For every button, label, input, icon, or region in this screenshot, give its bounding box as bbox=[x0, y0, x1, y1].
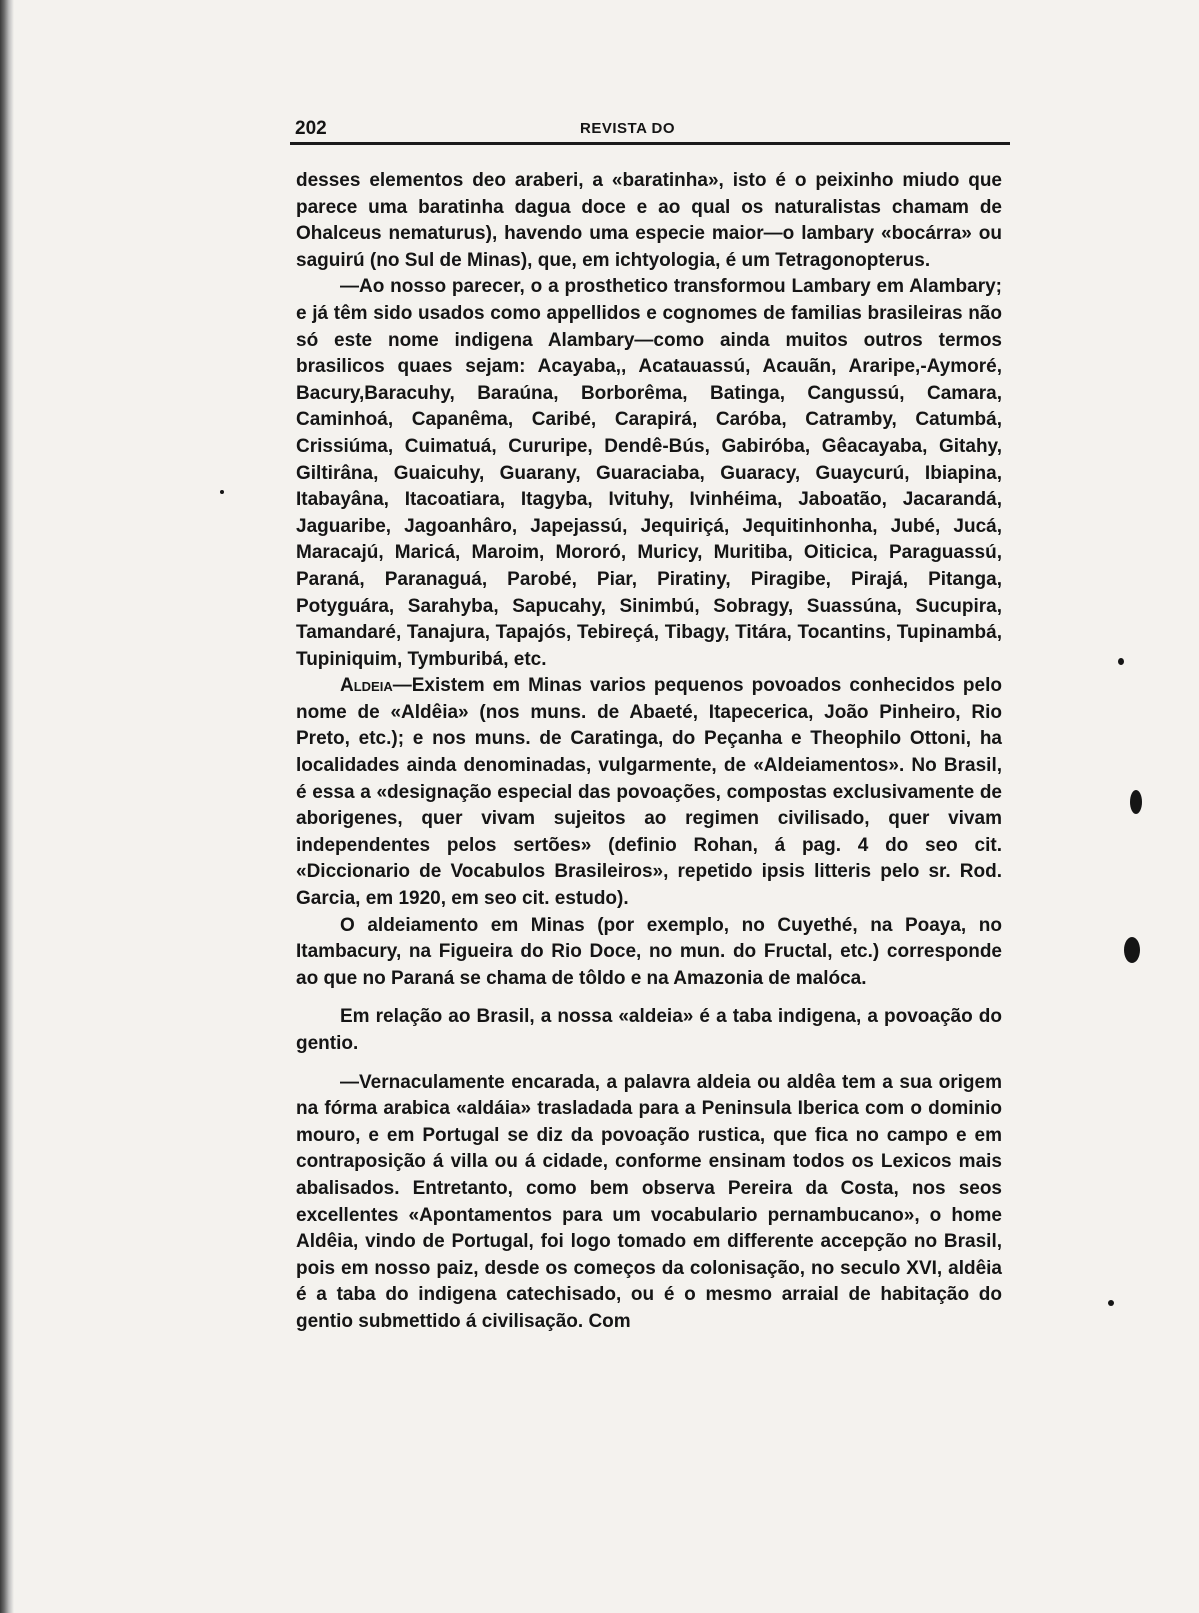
paragraph-6: —Vernaculamente encarada, a palavra aldeia ou aldêa tem a sua origem na fórma arabica «aldáia» trasladada para a Peninsula Iberica com o dominio mouro, e em Portugal se diz da povoação rustica, que fica no campo e em contraposição á villa ou á cidade, conforme ensinam todos os Lexicos mais abalisados. Entretanto, como bem observa Pereira da Costa, nos seos excellentes «Apontamentos para um vocabulario pernambucano», o home Aldêia, vindo de Portugal, foi logo tomado em differente accepção no Brasil, pois em nosso paiz, desde os começos da colonisação, no seculo XVI, aldêia é a taba do indigena catechisado, ou é o mesmo arraial de habitação do gentio submettido á civilisação. Com bbox=[296, 1071, 1002, 1332]
speck-4 bbox=[1108, 1300, 1114, 1306]
speck-5 bbox=[220, 490, 224, 494]
running-title: REVISTA DO bbox=[580, 120, 676, 137]
paragraph-4: O aldeiamento em Minas (por exemplo, no Cuyethé, na Poaya, no Itambacury, na Figueira do Rio Doce, no mun. do Fructal, etc.) corresponde ao que no Paraná se chama de tôldo e na Amazonia de malóca. bbox=[296, 914, 1002, 989]
paragraph-3 bbox=[296, 673, 1002, 912]
paragraph-5: Em relação ao Brasil, a nossa «aldeia» é a taba indigena, a povoação do gentio. bbox=[296, 1006, 1002, 1054]
paragraph-2: —Ao nosso parecer, o a prosthetico transformou Lambary em Alambary; e já têm sido usados como appellidos e cognomes de familias brasileiras não só este nome indigena Alambary—como ainda muitos outros termos brasilicos quaes sejam: Acayaba,, Acatauassú, Acauãn, Araripe,-Aymoré, Bacury,Baracuhy, Baraúna, Borborêma, Batinga, Cangussú, Camara, Caminhoá, Capanêma, Caribé, Carapirá, Caróba, Catramby, Catumbá, Crissiúma, Cuimatuá, Cururipe, Dendê-Bús, Gabiróba, Gêacayaba, Gitahy, Giltirâna, Guaicuhy, Guarany, Guaraciaba, Guaracy, Guaycurú, Ibiapina, Itabayâna, Itacoatiara, Itagyba, Ivituhy, Ivinhéima, Jaboatão, Jacarandá, Jaguaribe, Jagoanhâro, Japejassú, Jequiriçá, Jequitinhonha, Jubé, Jucá, Maracajú, Maricá, Maroim, Mororó, Muricy, Muritiba, Oiticica, Paraguassú, Paraná, Paranaguá, Parobé, Piar, Piratiny, Piragibe, Pirajá, Pitanga, Potyguára, Sarahyba, Sapucahy, Sinimbú, Sobragy, Suassúna, Sucupira, Tamandaré, Tanajura, Tapajós, Tebireçá, Tibagy, Titára, Tocantins, Tupinambá, Tupiniquim, Tymburibá, etc. bbox=[296, 276, 1002, 670]
page-number: 202 bbox=[295, 118, 327, 139]
header-rule bbox=[290, 142, 1010, 145]
page-header bbox=[290, 112, 1010, 146]
paragraph-1: desses elementos deo araberi, a «baratinha», isto é o peixinho miudo que parece uma baratinha dagua doce e ao qual os naturalistas chamam de Ohalceus nematurus), havendo uma especie maior—o lambary «bocárra» ou saguirú (no Sul de Minas), que, em ichtyologia, é um Tetragonopterus. bbox=[296, 170, 1002, 271]
main-text bbox=[296, 168, 1002, 1336]
speck-3 bbox=[1124, 937, 1140, 963]
speck-1 bbox=[1118, 658, 1124, 665]
entry-heading: Aldeia bbox=[340, 675, 393, 697]
book-binding-edge bbox=[0, 0, 14, 1613]
paragraph-3-text: —Existem em Minas varios pequenos povoados conhecidos pelo nome de «Aldêia» (nos muns. de Abaeté, Itapecerica, João Pinheiro, Rio Preto, etc.); e nos muns. de Caratinga, do Peçanha e Theophilo Ottoni, ha localidades ainda denominadas, vulgarmente, de «Aldeiamentos». No Brasil, é essa a «designação especial das povoações, compostas exclusivamente de aborigenes, quer vivam sujeitos ao regimen civilisado, quer vivam independentes pelos sertões» (definio Rohan, á pag. 4 do seo cit. «Diccionario de Vocabulos Brasileiros», repetido ipsis litteris pelo sr. Rod. Garcia, em 1920, em seo cit. estudo). bbox=[296, 675, 1002, 910]
speck-2 bbox=[1130, 790, 1142, 814]
